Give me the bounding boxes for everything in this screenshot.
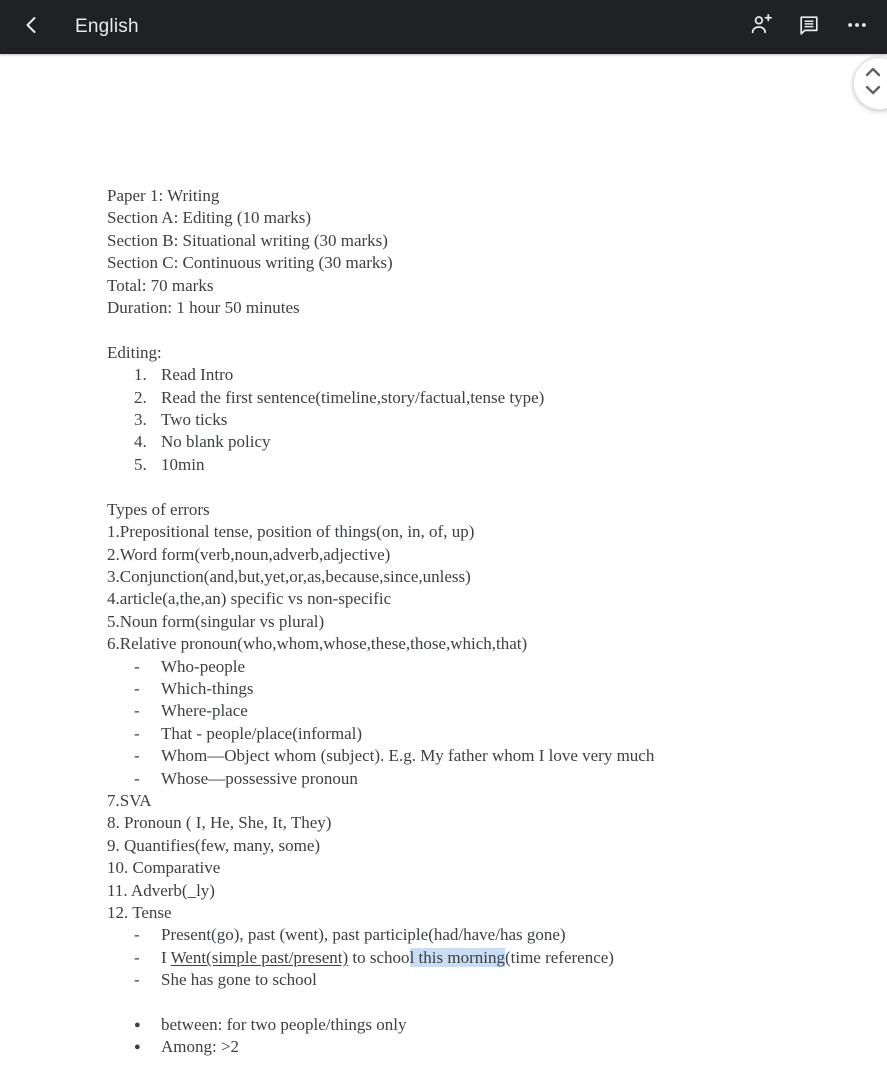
list-marker: 4. — [134, 432, 147, 452]
doc-line: Section A: Editing (10 marks) — [107, 208, 311, 228]
more-options-button[interactable] — [833, 3, 881, 51]
back-button[interactable] — [8, 3, 56, 51]
list-text: Present(go), past (went), past participle(had/have/has gone) — [161, 925, 566, 945]
doc-line: 10. Comparative — [107, 858, 221, 878]
doc-line — [107, 700, 847, 722]
list-text: 10min — [161, 454, 205, 474]
doc-line: Types of errors — [107, 499, 210, 519]
list-marker: ● — [134, 1041, 141, 1054]
list-marker: 5. — [134, 454, 147, 474]
list-text: Where-place — [161, 701, 248, 721]
doc-line — [107, 387, 847, 409]
doc-line: Duration: 1 hour 50 minutes — [107, 298, 300, 318]
list-text: Who-people — [161, 656, 246, 676]
list-marker: 2. — [134, 387, 147, 407]
doc-line — [107, 656, 847, 678]
doc-line — [107, 454, 847, 476]
document-content — [107, 185, 847, 1059]
doc-line — [107, 969, 847, 991]
list-marker: - — [134, 947, 140, 967]
list-text: Two ticks — [161, 410, 228, 430]
doc-line: 2.Word form(verb,noun,adverb,adjective) — [107, 544, 391, 564]
doc-line — [107, 678, 847, 700]
doc-line: Paper 1: Writing — [107, 186, 220, 205]
doc-line — [107, 1014, 847, 1036]
share-button[interactable] — [737, 3, 785, 51]
app-bar — [0, 0, 887, 54]
selection-highlight: l this morning — [409, 947, 505, 967]
doc-line: 8. Pronoun ( I, He, She, It, They) — [107, 813, 332, 833]
text-run: to schoo — [348, 947, 410, 967]
comment-icon — [797, 13, 821, 42]
list-text: Whose—possessive pronoun — [161, 768, 358, 788]
doc-blank-line — [107, 476, 847, 498]
list-marker: - — [134, 925, 140, 945]
list-marker: - — [134, 970, 140, 990]
list-text: Read Intro — [161, 365, 234, 385]
list-text: Which-things — [161, 678, 254, 698]
doc-line — [107, 723, 847, 745]
list-text: Read the first sentence(timeline,story/factual,tense type) — [161, 387, 545, 407]
list-marker: - — [134, 746, 140, 766]
doc-line: Section B: Situational writing (30 marks) — [107, 230, 388, 250]
doc-line: 12. Tense — [107, 903, 172, 922]
doc-line: 5.Noun form(singular vs plural) — [107, 611, 325, 631]
list-marker: - — [134, 656, 140, 676]
doc-line: 11. Adverb(_ly) — [107, 880, 215, 900]
appbar-actions — [737, 3, 881, 51]
doc-line — [107, 409, 847, 431]
doc-line: 1.Prepositional tense, position of things(on, in, of, up) — [107, 522, 475, 542]
more-horizontal-icon — [846, 14, 868, 41]
list-marker: - — [134, 678, 140, 698]
doc-line: 4.article(a,the,an) specific vs non-specific — [107, 589, 392, 609]
list-marker: ● — [134, 1019, 141, 1032]
list-text: Among: >2 — [161, 1037, 240, 1057]
document-page[interactable] — [0, 54, 887, 1080]
back-chevron-icon — [20, 13, 44, 42]
list-marker: 3. — [134, 410, 147, 430]
list-marker: 1. — [134, 365, 147, 385]
doc-line: Total: 70 marks — [107, 275, 214, 295]
doc-line: 7.SVA — [107, 790, 152, 810]
doc-line — [107, 947, 847, 969]
list-marker: - — [134, 768, 140, 788]
doc-blank-line — [107, 992, 847, 1014]
document-title: English — [75, 16, 139, 37]
list-text: She has gone to school — [161, 970, 317, 990]
doc-line: 3.Conjunction(and,but,yet,or,as,because,since,unless) — [107, 566, 471, 586]
scroll-up-down-icon — [863, 63, 883, 104]
text-run: I — [161, 947, 171, 967]
doc-line — [107, 745, 847, 767]
list-text: Whom—Object whom (subject). E.g. My father whom I love very much — [161, 746, 655, 766]
doc-line: 6.Relative pronoun(who,whom,whose,these,those,which,that) — [107, 634, 528, 654]
doc-line — [107, 768, 847, 790]
doc-blank-line — [107, 319, 847, 341]
comments-button[interactable] — [785, 3, 833, 51]
text-run: (time reference) — [504, 947, 614, 967]
doc-line: Editing: — [107, 342, 162, 362]
doc-line: Section C: Continuous writing (30 marks) — [107, 253, 393, 273]
list-text: No blank policy — [161, 432, 271, 452]
list-text: between: for two people/things only — [161, 1015, 407, 1035]
underlined-text: Went(simple past/present) — [170, 947, 349, 967]
doc-line — [107, 924, 847, 946]
person-add-icon — [749, 12, 774, 42]
list-marker: - — [134, 723, 140, 743]
doc-line — [107, 1036, 847, 1058]
doc-line — [107, 431, 847, 453]
doc-line — [107, 364, 847, 386]
doc-line: 9. Quantifies(few, many, some) — [107, 835, 321, 855]
list-text: That - people/place(informal) — [161, 723, 363, 743]
list-text — [161, 947, 847, 969]
list-marker: - — [134, 701, 140, 721]
